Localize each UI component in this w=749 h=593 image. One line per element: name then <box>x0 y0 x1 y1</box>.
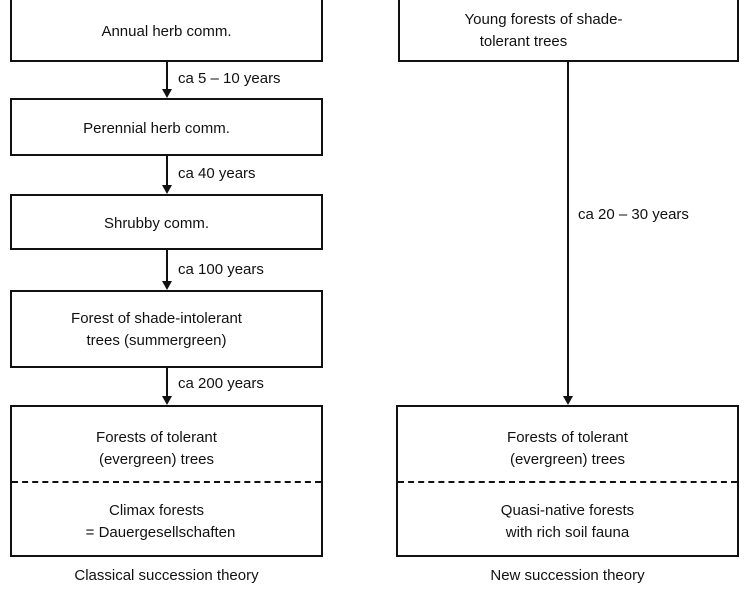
perennial-herb-box <box>10 98 323 156</box>
climax-line2: = Dauergesellschaften <box>85 524 236 541</box>
interval-label-1: ca 5 – 10 years <box>178 70 281 87</box>
new-final-box <box>396 405 739 557</box>
shrubby-label: Shrubby comm. <box>103 215 210 232</box>
arrow-head-1 <box>162 89 172 98</box>
arrow-shaft-3 <box>166 250 168 281</box>
new-tolerant-line2: (evergreen) trees <box>509 451 626 468</box>
shade-intolerant-forest-box <box>10 290 323 368</box>
interval-label-2: ca 40 years <box>178 165 256 182</box>
climax-line1: Climax forests <box>108 502 205 519</box>
new-caption: New succession theory <box>490 567 645 584</box>
classical-caption: Classical succession theory <box>74 567 259 584</box>
new-tolerant-line1: Forests of tolerant <box>507 429 628 446</box>
young-forests-line1: Young forests of shade- <box>464 11 623 28</box>
new-divider <box>398 481 737 483</box>
shrubby-box <box>10 194 323 250</box>
annual-herb-label: Annual herb comm. <box>101 23 232 40</box>
quasi-native-line1: Quasi-native forests <box>500 502 635 519</box>
arrow-shaft-4 <box>166 368 168 396</box>
interval-label-4: ca 200 years <box>178 375 264 392</box>
arrow-head-4 <box>162 396 172 405</box>
quasi-native-line2: with rich soil fauna <box>505 524 630 541</box>
perennial-herb-label: Perennial herb comm. <box>83 120 230 137</box>
arrow-head-3 <box>162 281 172 290</box>
arrow-head-2 <box>162 185 172 194</box>
classical-tolerant-line2: (evergreen) trees <box>98 451 215 468</box>
arrow-shaft-2 <box>166 156 168 185</box>
classical-tolerant-line1: Forests of tolerant <box>96 429 217 446</box>
shade-intolerant-line1: Forest of shade-intolerant <box>71 310 242 327</box>
shade-intolerant-line2: trees (summergreen) <box>86 332 227 349</box>
young-forests-line2: tolerant trees <box>479 33 568 50</box>
new-arrow-shaft <box>567 62 569 396</box>
arrow-shaft-1 <box>166 62 168 89</box>
classical-divider <box>12 481 321 483</box>
annual-herb-box <box>10 0 323 62</box>
new-interval-label: ca 20 – 30 years <box>578 206 689 223</box>
young-forests-box <box>398 0 739 62</box>
classical-final-box <box>10 405 323 557</box>
new-arrow-head <box>563 396 573 405</box>
interval-label-3: ca 100 years <box>178 261 264 278</box>
